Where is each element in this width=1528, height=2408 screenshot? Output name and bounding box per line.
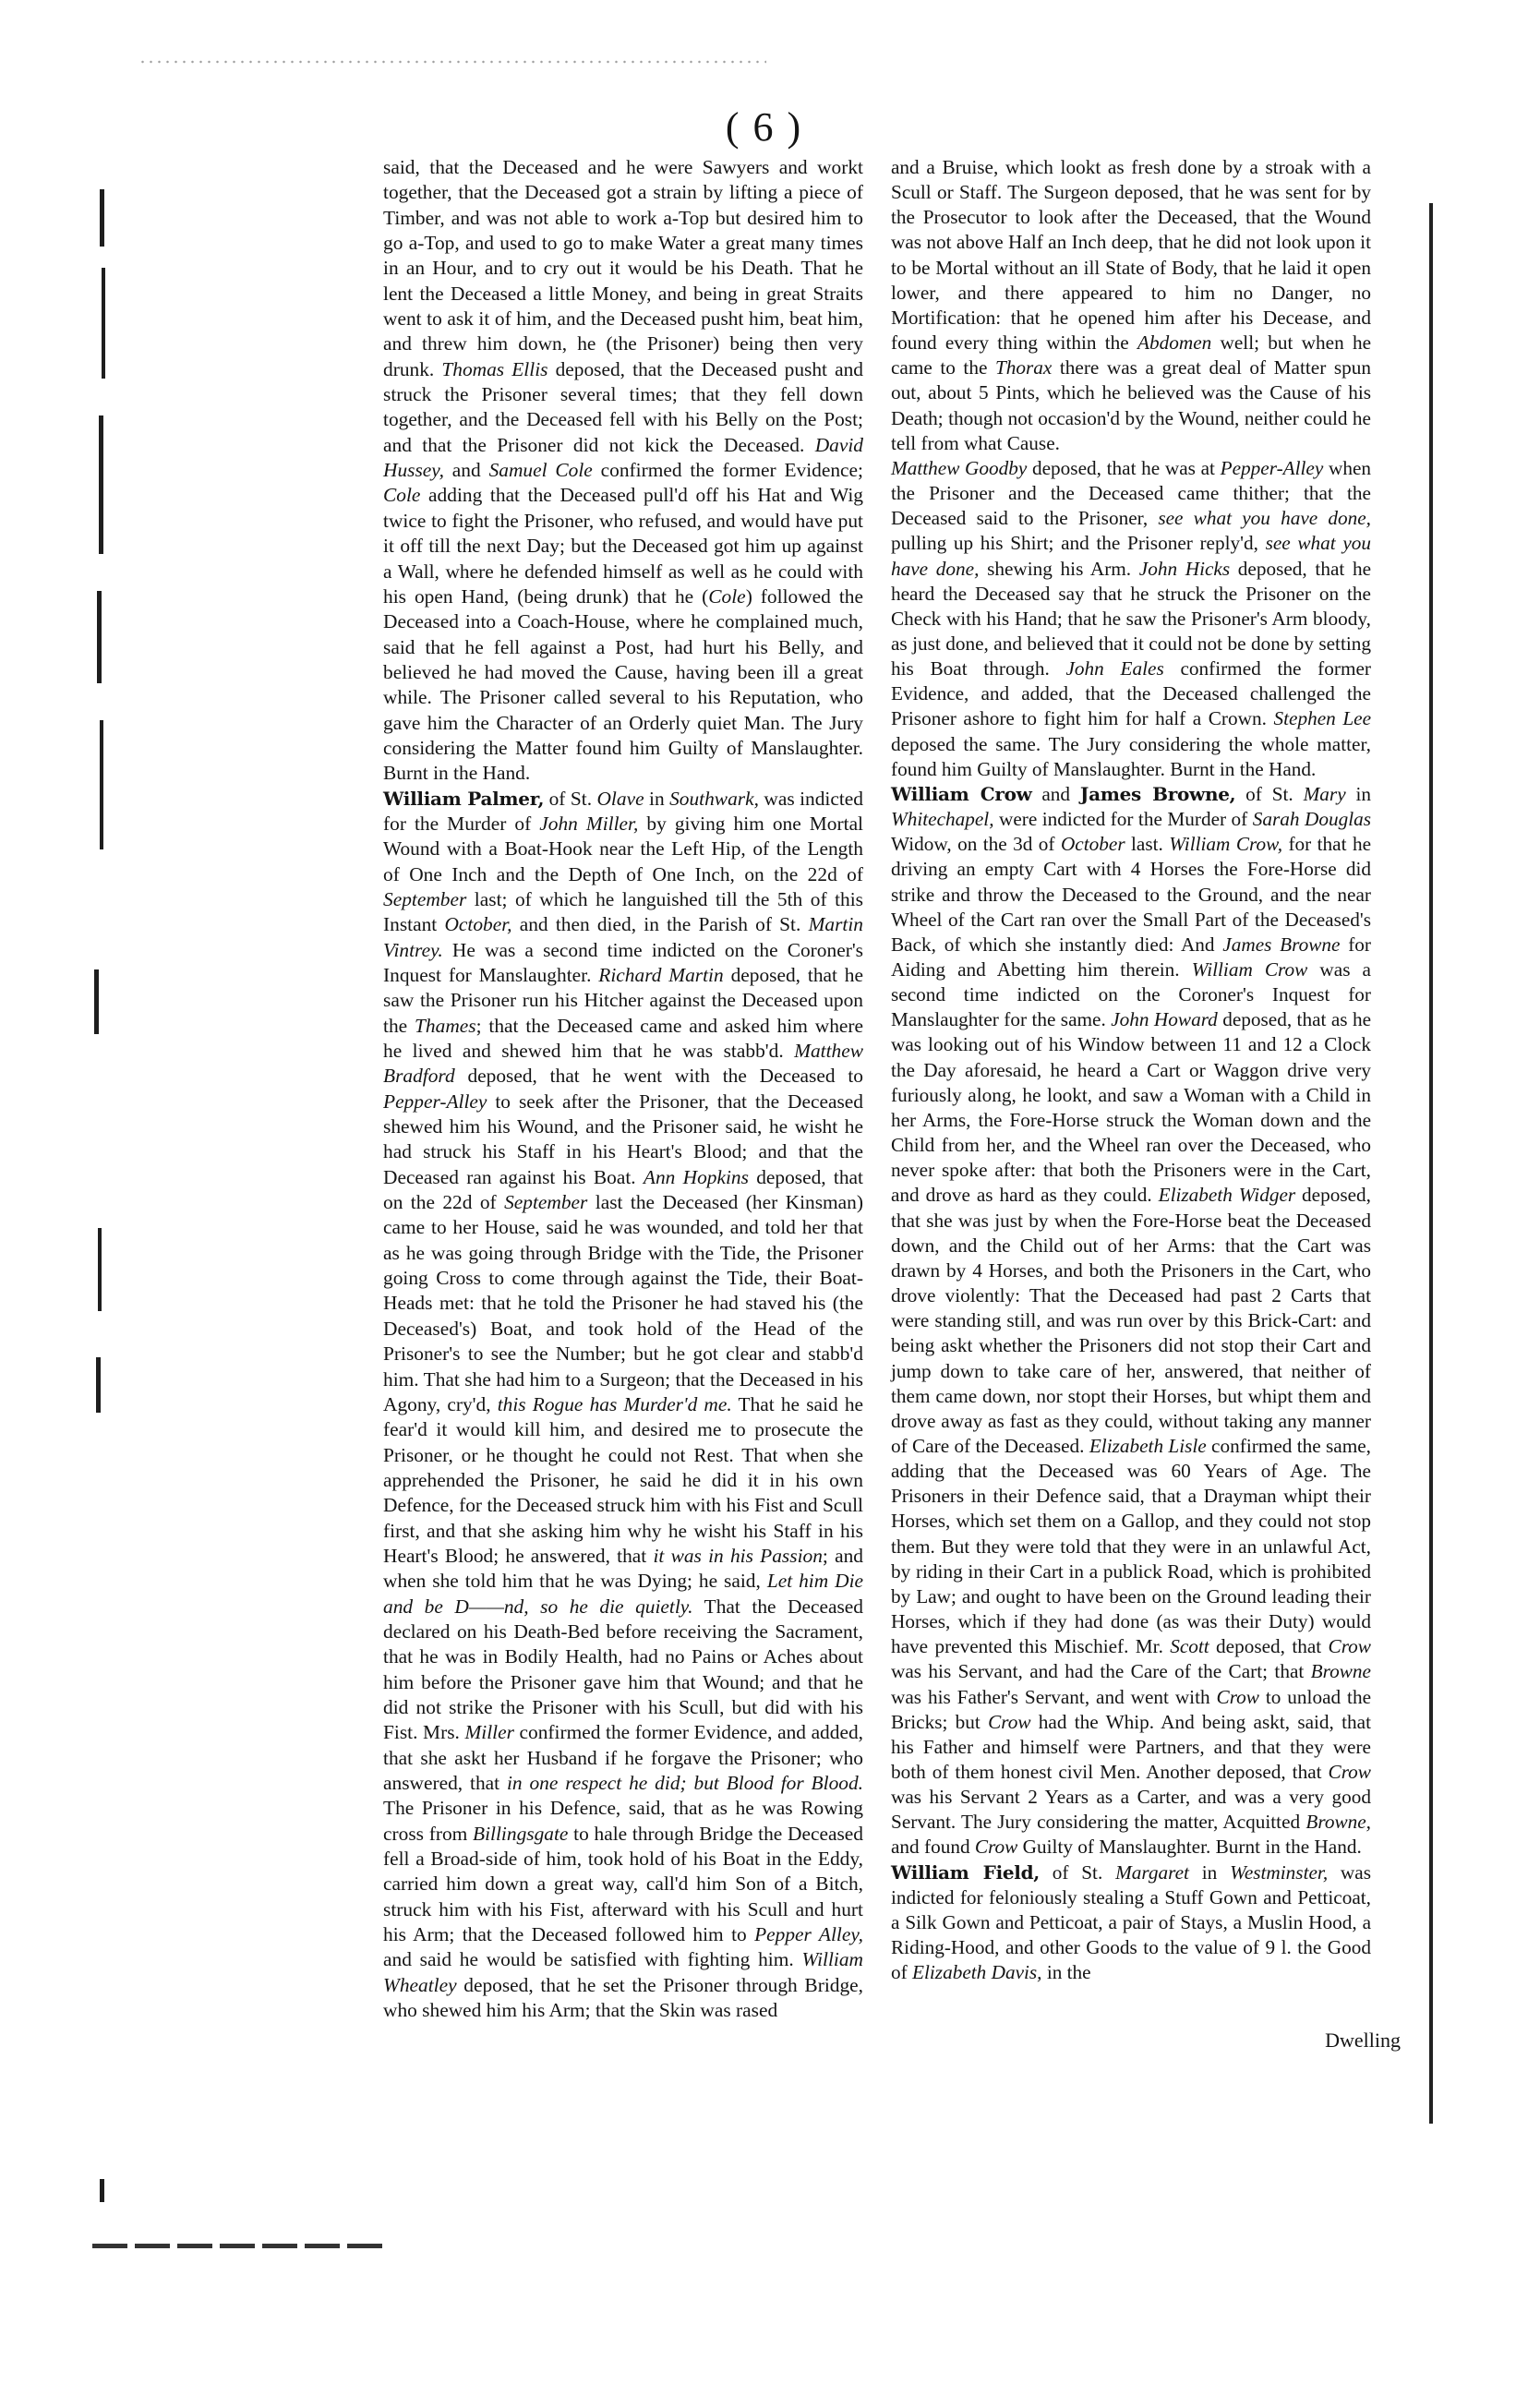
text-run: was his Father's Servant, and went with: [891, 1685, 1217, 1708]
margin-mark: [99, 415, 103, 554]
text-run: said, that the Deceased and he were Sawyers and workt together, that the Deceased got a strain by lifting a piece of Timber, and was not able to work a-Top but desired him to go a-Top, and used to go to make Water a great many times in an Hour, and to cry out it would be his Death. That he lent the Deceased a little Money, and being in great Straits went to ask it of him, and the Deceased pusht him, beat him, and threw him down, he (the Prisoner) being then very drunk.: [383, 156, 863, 380]
italic-run: John Howard: [1111, 1008, 1218, 1031]
text-run: and: [1031, 782, 1080, 805]
catchword: Dwelling: [1325, 2029, 1401, 2052]
text-run: deposed the same. The Jury considering the whole matter, found him Guilty of Manslaughter. Burnt in the Hand.: [891, 732, 1371, 780]
text-run: deposed, that she was just by when the Fore-Horse beat the Deceased down, and the Child out of her Arms: that the Cart was drawn by 4 Horses, and both the Prisoners in the Cart, who drove violently: That the Deceased had past 2 Carts that were standing still, and was run over by this Brick-Cart: and being askt whether the Prisoners did not stop their Cart and jump down to take care of her, answered, that neither of them came down, nor stopt their Horses, but whipt them and drove away as fast as they could, without taking any manner of Care of the Deceased.: [891, 1184, 1371, 1457]
text-run: confirmed the same, adding that the Deceased was 60 Years of Age. The Prisoners in their Defence said, that a Drayman whipt their Horses, which set them on a Gallop, and they could not stop them. But they were told that they were in an unlawful Act, by riding in their Cart in a publick Road, which is prohibited by Law; and ought to have been on the Ground leading their Horses, which if they had done (as was their Duty) would have prevented this Mischief. Mr.: [891, 1434, 1371, 1658]
text-run: deposed, that he saw the Prisoner run his Hitcher against the Deceased upon the: [383, 964, 863, 1037]
text-run: adding that the Deceased pull'd off his Hat and Wig twice to fight the Prisoner, who refused, and would have put it off till the next Day; but the Deceased got him up against a Wall, where he defended himself as well as he could with his open Hand, (being drunk) that he (: [383, 484, 863, 608]
text-run: last.: [1125, 833, 1170, 856]
scan-rule: [92, 2244, 388, 2248]
text-run: by giving him one Mortal Wound with a Boat-Hook near the Left Hip, of the Length of One Inch and the Depth of One Inch, on the 22d of: [383, 812, 864, 885]
text-run: That the Deceased declared on his Death-Bed before receiving the Sacrament, that he was in Bodily Health, had no Pains or Aches about him before the Prisoner gave him that Wound; and that he did not strike the Prisoner with his Scull, but did with his Fist. Mrs.: [383, 1595, 863, 1744]
text-run: deposed, that the Deceased pusht and struck the Prisoner several times; that they fell down together, and the Deceased fell with his Belly on the Post; and that the Prisoner did not kick the Deceased.: [383, 357, 863, 456]
italic-run: James Browne: [1222, 933, 1341, 956]
text-run: deposed, that on the 22d of: [383, 1165, 863, 1214]
italic-run: William Wheatley: [383, 1948, 863, 1996]
blackletter-name: William Crow: [891, 782, 1032, 805]
text-run: deposed, that he was at: [1027, 456, 1221, 479]
italic-run: David Hussey,: [383, 433, 863, 482]
blackletter-name: William Palmer,: [383, 787, 545, 810]
italic-run: Sarah Douglas: [1252, 808, 1371, 831]
paragraph: [891, 155, 1371, 456]
italic-run: Ann Hopkins: [643, 1165, 749, 1188]
italic-run: Browne,: [1305, 1811, 1371, 1834]
text-run: for Aiding and Abetting him therein.: [891, 933, 1371, 981]
italic-run: Cole: [708, 584, 746, 608]
text-run: and a Bruise, which lookt as fresh done by a stroak with a Scull or Staff. The Surgeon deposed, that he was sent for by the Prosecutor to look after the Deceased, that the Wound was not above Half an Inch deep, that he did not look upon it to be Mortal without an ill State of Body, that he laid it open lower, and there appeared to him no Danger, no Mortification: that he opened him after his Decease, and found every thing within the: [891, 156, 1371, 355]
italic-run: September: [504, 1191, 588, 1214]
text-run: The Prisoner in his Defence, said, that as he was Rowing cross from: [383, 1797, 863, 1845]
text-run: and then died, in the Parish of St.: [511, 913, 809, 936]
text-run: and said he would be satisfied with fighting him.: [383, 1948, 802, 1971]
italic-run: Pepper-Alley: [383, 1090, 487, 1113]
text-run: to seek after the Prisoner, that the Deceased shewed him his Wound, and the Prisoner said, he wisht he had struck his Staff in his Heart's Blood; and that the Deceased ran against his Boat.: [383, 1090, 863, 1188]
italic-run: Crow: [1328, 1761, 1371, 1783]
italic-run: Cole: [383, 484, 421, 507]
italic-run: October,: [444, 913, 512, 936]
text-run: there was a great deal of Matter spun out, about 5 Pints, which he believed was the Cause of his Death; though not occasion'd by the Wound, neither could he tell from what Cause.: [891, 356, 1371, 454]
text-run: confirmed the former Evidence, and added, that the Deceased challenged the Prisoner ashore to fight him for half a Crown.: [891, 657, 1371, 730]
italic-run: Elizabeth Lisle: [1089, 1434, 1207, 1457]
text-run: confirmed the former Evidence;: [592, 459, 863, 482]
italic-run: John Eales: [1065, 657, 1164, 680]
italic-run: William Crow: [1191, 958, 1308, 981]
italic-run: Richard Martin: [598, 964, 724, 986]
text-run: deposed, that as he was looking out of his Window between 11 and 12 a Clock the Day aforesaid, he heard a Cart or Waggon drive very furiously along, he lookt, and saw a Woman with a Child in her Arms, the Fore-Horse struck the Woman down and the Child from her, and the Wheel ran over the Deceased, who never spoke after: that both the Prisoners were in the Cart, and drove as hard as they could.: [891, 1008, 1371, 1207]
paragraph: [383, 787, 863, 2024]
italic-run: this Rogue has Murder'd me.: [497, 1392, 732, 1415]
italic-run: John Hicks: [1138, 557, 1231, 580]
italic-run: Scott: [1170, 1635, 1209, 1658]
text-run: in: [1345, 782, 1371, 805]
italic-run: Crow: [974, 1836, 1018, 1859]
text-run: ; and when she told him that he was Dying; he said,: [383, 1544, 863, 1593]
text-run: ; that the Deceased came and asked him where he lived and shewed him that he was stabb'd.: [383, 1014, 863, 1063]
margin-mark: [98, 1228, 102, 1311]
italic-run: Crow: [988, 1710, 1031, 1733]
blackletter-name: James Browne,: [1079, 782, 1236, 805]
text-run: was his Servant, and had the Care of the Cart; that: [891, 1660, 1311, 1683]
text-run: and found: [891, 1836, 975, 1859]
paragraph: [891, 782, 1371, 1860]
italic-run: Thomas Ellis: [441, 357, 548, 380]
italic-run: Elizabeth Widger: [1158, 1184, 1296, 1207]
italic-run: Matthew Goodby: [891, 456, 1028, 479]
text-run: of St.: [1039, 1860, 1116, 1884]
italic-run: Miller: [464, 1721, 514, 1744]
text-run: last; of which he languished till the 5th of this Instant: [383, 887, 863, 936]
paragraph: [891, 456, 1371, 782]
text-run: last the Deceased (her Kinsman) came to her House, said he was wounded, and told her that as he was going through Bridge with the Tide, the Prisoner going Cross to come through against the Tide, their Boat-Heads met: that he told the Prisoner he had staved his (the Deceased's) Boat, and took hold of the Head of the Prisoner's to see the Number; but he got clear and stabb'd him. That she had him to a Surgeon; that the Deceased in his Agony, cry'd,: [383, 1191, 863, 1415]
text-run: to hale through Bridge the Deceased fell a Broad-side of him, took hold of his Boat in the Eddy, carried him down a great way, call'd him Son of a Bitch, struck him with his Fist, afterward with his Scull and hurt his Arm; that the Deceased followed him to: [383, 1822, 863, 1946]
margin-mark: [100, 189, 104, 247]
paragraph: [891, 1860, 1371, 1986]
text-run: of St.: [544, 787, 597, 810]
italic-run: October: [1060, 833, 1125, 856]
italic-run: Pepper-Alley: [1220, 456, 1324, 479]
text-run: confirmed the former Evidence, and added, that she askt her Husband if he forgave the Prisoner; who answered, that: [383, 1721, 863, 1794]
italic-run: Elizabeth Davis,: [912, 1961, 1042, 1984]
italic-run: September: [383, 887, 467, 910]
text-run: ) followed the Deceased into a Coach-House, where he complained much, said that he fell against a Post, had hurt his Belly, and believed he had moved the Cause, having been ill a great while. The Prisoner called several to his Reputation, who gave him the Character of an Orderly quiet Man. The Jury considering the Matter found him Guilty of Manslaughter. Burnt in the Hand.: [383, 584, 863, 785]
scan-noise: [138, 57, 766, 66]
italic-run: Southwark,: [669, 787, 759, 810]
italic-run: Crow: [1328, 1635, 1371, 1658]
italic-run: Mary: [1303, 782, 1346, 805]
italic-run: Margaret: [1115, 1860, 1189, 1884]
italic-run: Abdomen: [1137, 331, 1212, 355]
text-run: Guilty of Manslaughter. Burnt in the Hand.: [1017, 1836, 1362, 1859]
italic-run: Olave: [596, 787, 644, 810]
italic-run: Let him Die and be D——nd, so he die quietly.: [383, 1570, 864, 1618]
text-run: in the: [1041, 1961, 1091, 1984]
italic-run: John Miller,: [539, 812, 639, 835]
text-run: when the Prisoner and the Deceased came thither; that the Deceased said to the Prisoner,: [891, 456, 1371, 530]
italic-run: Browne: [1310, 1660, 1371, 1683]
text-run: was indicted for the Murder of: [383, 787, 863, 835]
text-run: for that he driving an empty Cart with 4 Horses the Fore-Horse did strike and throw the Deceased to the Ground, and the near Wheel of the Cart ran over the Small Part of the Deceased's Back, of which she instantly died: And: [891, 833, 1371, 956]
margin-mark: [102, 268, 105, 379]
italic-run: Westminster,: [1230, 1860, 1329, 1884]
text-run: That he said he fear'd it would kill him, and desired me to prosecute the Prisoner, or he thought he could not Rest. That when she apprehended the Prisoner, he said he did it in his own Defence, for the Deceased struck him with his Fist and Scull first, and that she asking him why he wisht his Staff in his Heart's Blood; he answered, that: [383, 1392, 864, 1567]
text-run: shewing his Arm.: [979, 557, 1139, 580]
text-run: was a second time indicted on the Coroner's Inquest for Manslaughter for the same.: [891, 958, 1371, 1031]
text-run: well; but when he came to the: [891, 331, 1372, 379]
italic-run: William Crow,: [1169, 833, 1283, 856]
italic-run: Crow: [1216, 1685, 1259, 1708]
margin-mark: [94, 969, 99, 1034]
italic-run: Samuel Cole: [488, 459, 593, 482]
italic-run: Matthew Bradford: [383, 1040, 863, 1088]
text-run: pulling up his Shirt; and the Prisoner reply'd,: [891, 532, 1266, 555]
text-run: deposed, that he went with the Deceased to: [454, 1065, 863, 1088]
text-run: deposed, that he set the Prisoner through Bridge, who shewed him his Arm; that the Skin was rased: [383, 1973, 863, 2022]
italic-run: Billingsgate: [473, 1822, 569, 1845]
text-run: deposed, that he heard the Deceased say that he struck the Prisoner on the Check with his Hand; that he saw the Prisoner's Arm bloody, as just done, and believed that it could not be done by setting his Boat through.: [891, 557, 1371, 680]
margin-mark: [100, 720, 103, 849]
italic-run: Stephen Lee: [1273, 707, 1371, 730]
paragraph: [383, 155, 863, 787]
italic-run: Pepper Alley,: [754, 1923, 863, 1946]
text-run: in: [1188, 1860, 1231, 1884]
italic-run: see what you have done,: [1158, 507, 1371, 530]
right-column: [891, 155, 1371, 1985]
italic-run: Thames: [415, 1014, 476, 1037]
italic-run: in one respect he did; but Blood for Blood.: [506, 1772, 864, 1794]
italic-run: Whitechapel,: [891, 808, 994, 831]
text-run: He was a second time indicted on the Coroner's Inquest for Manslaughter.: [383, 938, 863, 986]
text-run: and: [443, 459, 489, 482]
italic-run: see what you have done,: [891, 532, 1371, 580]
text-run: deposed, that: [1209, 1635, 1329, 1658]
text-run: Widow, on the 3d of: [891, 833, 1061, 856]
italic-run: Thorax: [994, 356, 1053, 379]
margin-mark: [100, 2179, 104, 2202]
margin-mark: [97, 591, 102, 683]
text-run: of St.: [1235, 782, 1304, 805]
text-run: were indicted for the Murder of: [993, 808, 1253, 831]
text-run: to unload the Bricks; but: [891, 1685, 1372, 1733]
italic-run: Martin Vintrey.: [383, 913, 863, 961]
text-run: had the Whip. And being askt, said, that his Father and himself were Partners, and that they were both of them honest civil Men. Another deposed, that: [891, 1710, 1371, 1783]
text-run: was indicted for feloniously stealing a Stuff Gown and Petticoat, a Silk Gown and Petticoat, a pair of Stays, a Muslin Hood, a Riding-Hood, and other Goods to the value of 9 l. the Good of: [891, 1860, 1371, 1984]
page-number: ( 6 ): [725, 104, 803, 150]
text-run: was his Servant 2 Years as a Carter, and was a very good Servant. The Jury considering the matter, Acquitted: [891, 1786, 1371, 1834]
margin-mark: [96, 1357, 101, 1413]
italic-run: it was in his Passion: [653, 1544, 823, 1567]
text-run: in: [644, 787, 670, 810]
blackletter-name: William Field,: [891, 1860, 1040, 1884]
left-column: [383, 155, 863, 2023]
column-rule: [1429, 203, 1433, 2124]
